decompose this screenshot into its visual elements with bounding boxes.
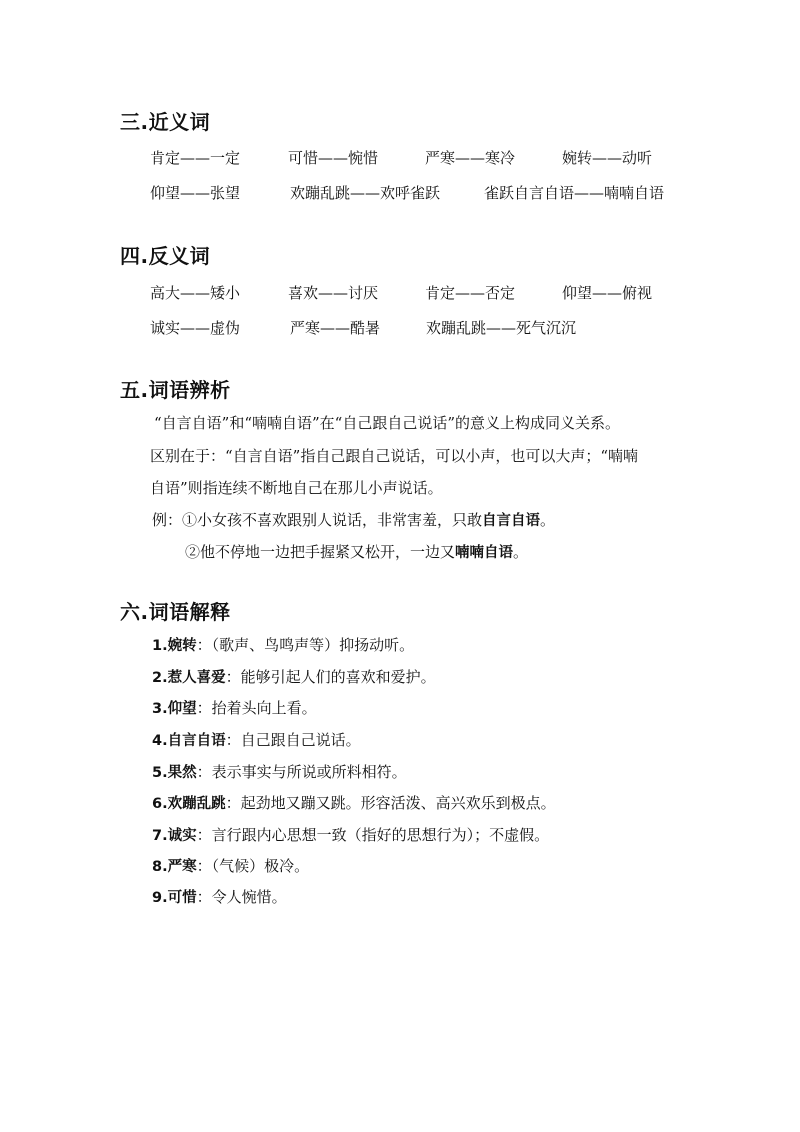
definition-term: 4.自言自语 xyxy=(152,733,226,749)
definition-text: ：（歌声、鸟鸣声等）抑扬动听。 xyxy=(196,636,415,654)
synonym-pair: 可惜——惋惜 xyxy=(288,149,379,167)
antonym-pair: 仰望——俯视 xyxy=(562,284,653,302)
synonym-pair: 婉转——动听 xyxy=(562,149,653,167)
definition-item xyxy=(152,666,436,687)
definition-text: ：（气候）极冷。 xyxy=(196,857,310,875)
antonym-pair: 高大——矮小 xyxy=(150,284,241,302)
example-1 xyxy=(152,509,555,530)
definition-item xyxy=(152,697,317,718)
definition-text: ：令人惋惜。 xyxy=(196,888,287,906)
definition-item xyxy=(152,824,549,845)
analysis-paragraph-line-3: 自语”则指连续不断地自己在那儿小声说话。 xyxy=(150,479,443,497)
analysis-paragraph-line-2: 区别在于：“自言自语”指自己跟自己说话，可以小声，也可以大声；“喃喃 xyxy=(150,447,639,465)
example-2 xyxy=(185,541,528,562)
definition-text: ：自己跟自己说话。 xyxy=(225,731,361,749)
definition-term: 8.严寒 xyxy=(152,859,197,875)
definition-item xyxy=(152,855,309,876)
definition-item xyxy=(152,729,361,750)
definition-text: ：言行跟内心思想一致（指好的思想行为）；不虚假。 xyxy=(196,826,550,844)
definitions-heading: 六.词语解释 xyxy=(120,600,231,624)
synonym-pair: 雀跃自言自语——喃喃自语 xyxy=(484,184,665,202)
synonym-pair: 肯定——一定 xyxy=(150,149,241,167)
example-1-text: 例：①小女孩不喜欢跟别人说话，非常害羞，只敢 xyxy=(152,511,483,529)
definition-item xyxy=(152,761,407,782)
definition-term: 7.诚实 xyxy=(152,828,197,844)
synonyms-heading: 三.近义词 xyxy=(120,110,211,134)
analysis-paragraph-line-1: “自言自语”和“喃喃自语”在“自己跟自己说话”的意义上构成同义关系。 xyxy=(154,414,621,432)
antonym-pair: 欢蹦乱跳——死气沉沉 xyxy=(426,319,577,337)
analysis-heading: 五.词语辨析 xyxy=(120,378,231,402)
definition-text: ：表示事实与所说或所料相符。 xyxy=(196,763,407,781)
definition-term: 9.可惜 xyxy=(152,890,197,906)
definition-term: 1.婉转 xyxy=(152,638,197,654)
definition-text: ：能够引起人们的喜欢和爱护。 xyxy=(225,668,436,686)
example-2-end: 。 xyxy=(513,543,529,561)
antonym-pair: 肯定——否定 xyxy=(425,284,516,302)
synonym-pair: 欢蹦乱跳——欢呼雀跃 xyxy=(290,184,441,202)
definition-text: ：抬着头向上看。 xyxy=(196,699,317,717)
definition-item xyxy=(152,886,287,907)
synonym-pair: 仰望——张望 xyxy=(150,184,241,202)
synonym-pair: 严寒——寒冷 xyxy=(425,149,516,167)
example-1-bold: 自言自语 xyxy=(482,513,541,529)
antonym-pair: 诚实——虚伪 xyxy=(150,319,241,337)
definition-text: ：起劲地又蹦又跳。形容活泼、高兴欢乐到极点。 xyxy=(225,794,556,812)
antonym-pair: 喜欢——讨厌 xyxy=(288,284,379,302)
antonym-pair: 严寒——酷暑 xyxy=(290,319,381,337)
definition-term: 6.欢蹦乱跳 xyxy=(152,796,226,812)
example-2-bold: 喃喃自语 xyxy=(455,545,514,561)
definition-item xyxy=(152,634,414,655)
example-1-end: 。 xyxy=(540,511,556,529)
definition-term: 3.仰望 xyxy=(152,701,197,717)
example-2-text: ②他不停地一边把手握紧又松开，一边又 xyxy=(185,543,456,561)
definition-item xyxy=(152,792,556,813)
definition-term: 2.惹人喜爱 xyxy=(152,670,226,686)
definition-term: 5.果然 xyxy=(152,765,197,781)
antonyms-heading: 四.反义词 xyxy=(120,244,211,268)
